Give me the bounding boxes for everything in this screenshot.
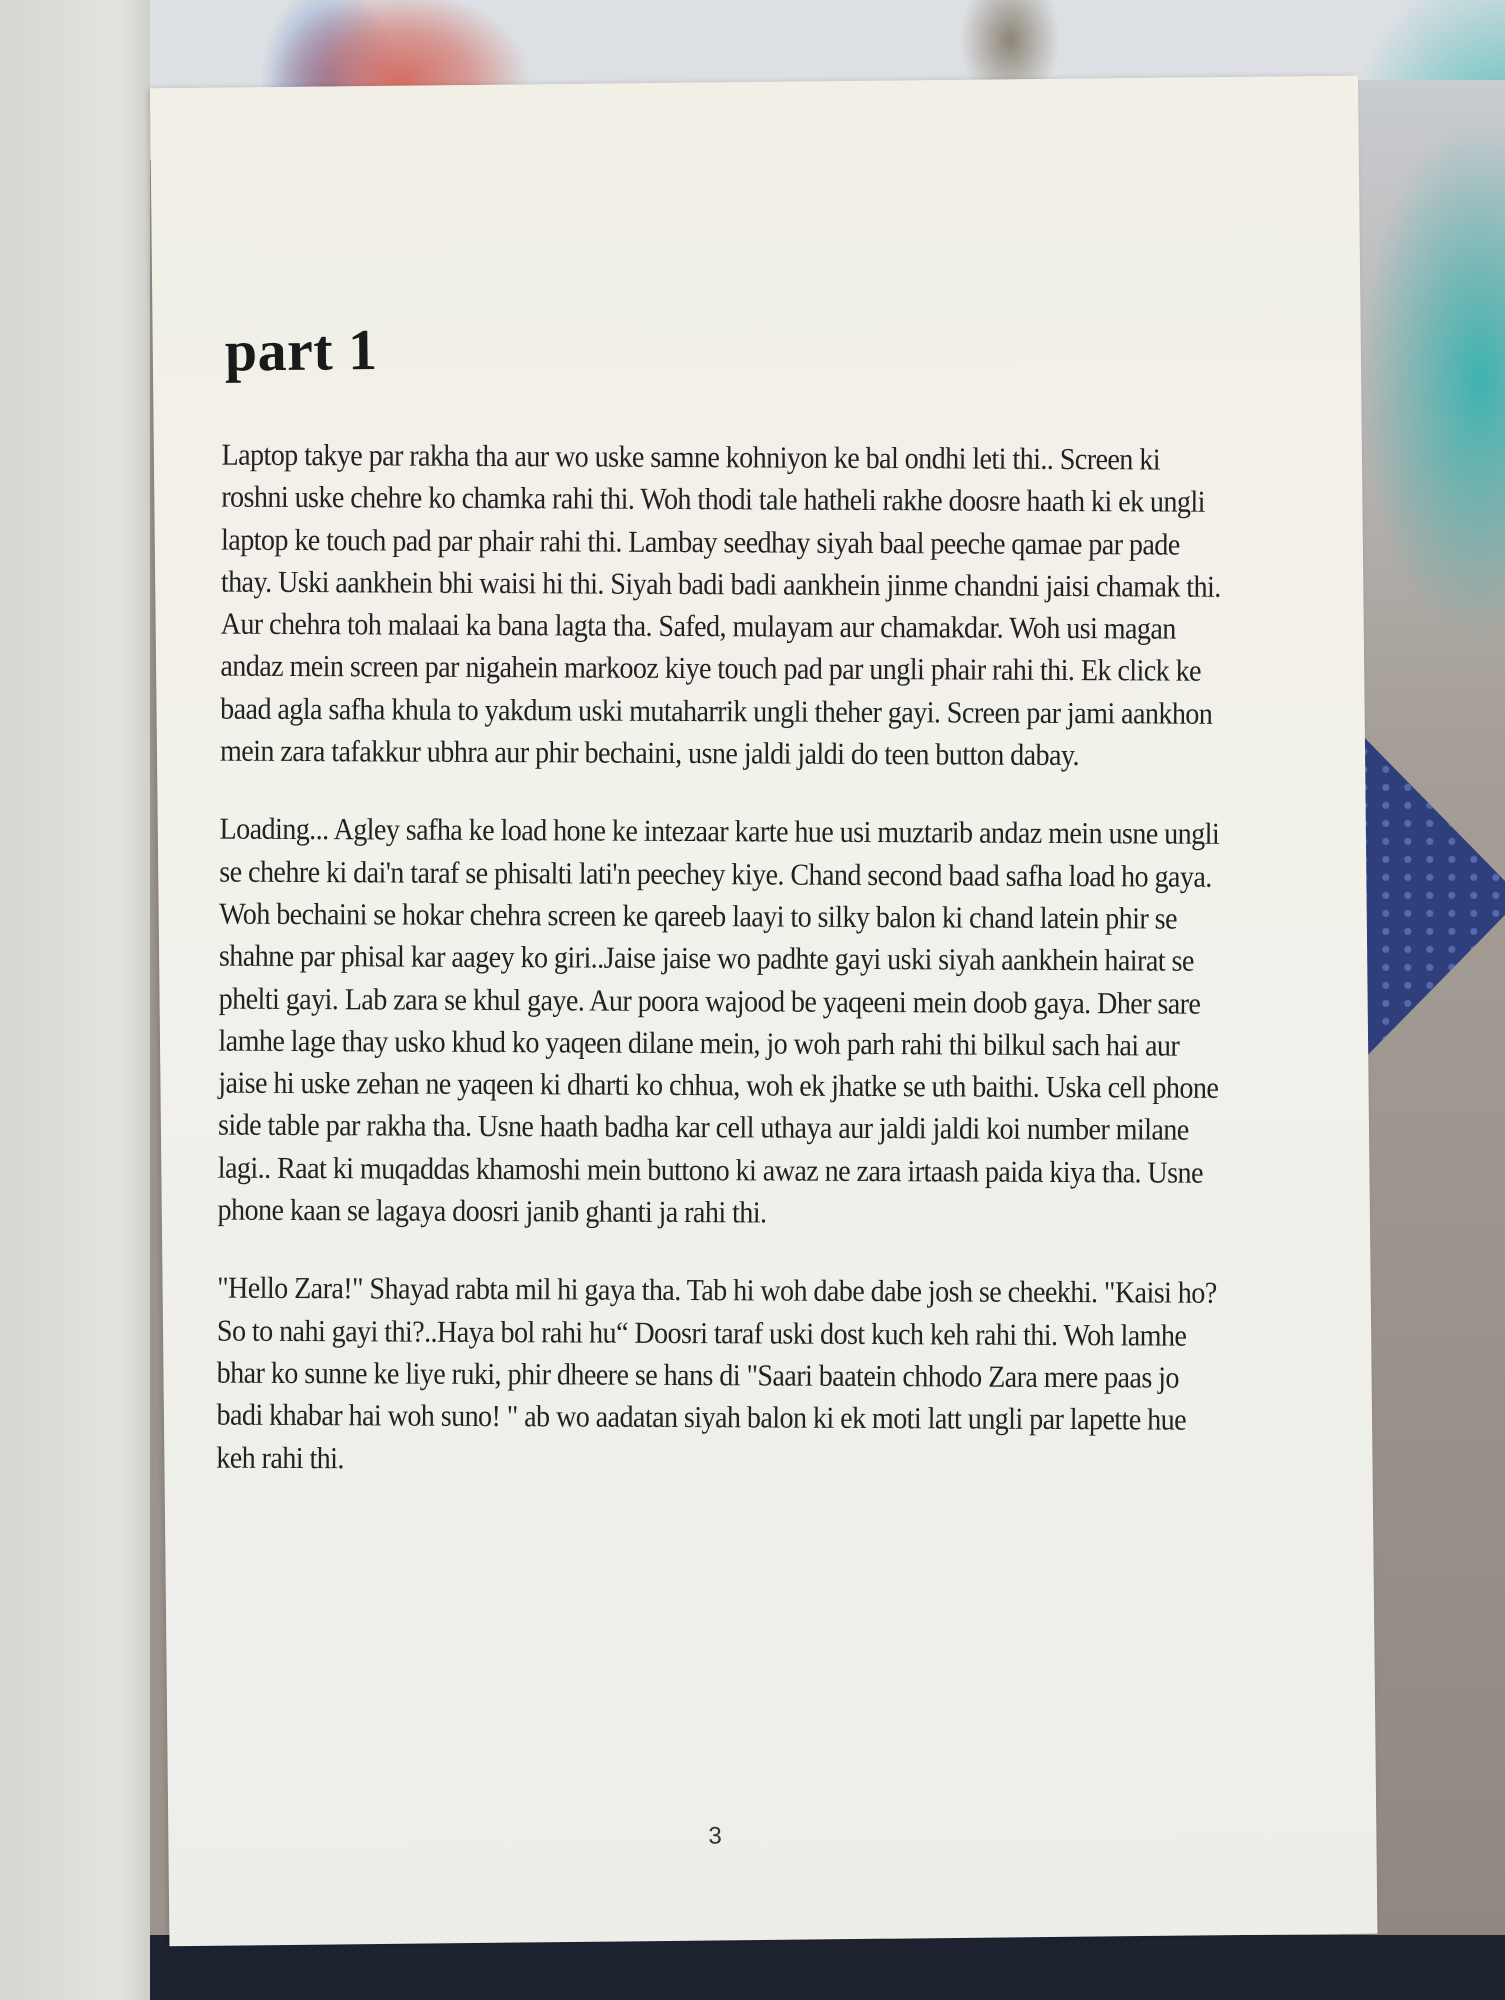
facing-page-edge <box>0 0 150 2000</box>
page-number: 3 <box>708 1822 722 1850</box>
page-body-text <box>216 434 1222 1520</box>
paragraph-2: Loading... Agley safha ke load hone ke intezaar karte hue usi muztarib andaz mein usne ungli se chehre ki dai'n taraf se phisalti lati'n peechey kiye. Chand second baad safha load ho gaya. Woh bechaini se hokar chehra screen ke qareeb laayi to silky balon ki chand latein phir se shahne par phisal kar aagey ko giri..Jaise jaise wo padhte gayi uski siyah aankhein hairat se phelti gayi. Lab zara se khul gaye. Aur poora wajood be yaqeeni mein doob gaya. Dher sare lamhe lage thay usko khud ko yaqeen dilane mein, jo woh parh rahi thi bilkul sach hai aur jaise hi uske zehan ne yaqeen ki dharti ko chhua, woh ek jhatke se uth baithi. Uska cell phone side table par rakha tha. Usne haath badha kar cell uthaya aur jaldi jaldi koi number milane lagi.. Raat ki muqaddas khamoshi mein buttono ki awaz ne zara irtaash paida kiya tha. Usne phone kaan se lagaya doosri janib ghanti ja rahi thi. <box>217 811 1220 1230</box>
chapter-title: part 1 <box>224 316 378 384</box>
paragraph-1: Laptop takye par rakha tha aur wo uske samne kohniyon ke bal ondhi leti thi.. Screen ki roshni uske chehre ko chamka rahi thi. Woh thodi tale hatheli rakhe doosre haath ki ek ungli laptop ke touch pad par phair rahi thi. Lambay seedhay siyah baal peeche qamae par pade thay. Uski aankhein bhi waisi hi thi. Siyah badi badi aankhein jinme chandni jaisi chamak thi. Aur chehra toh malaai ka bana lagta tha. Safed, mulayam aur chamakdar. Woh usi magan andaz mein screen par nigahein markooz kiye touch pad par ungli phair rahi thi. Ek click ke baad agla safha khula to yakdum uski mutaharrik ungli theher gayi. Screen par jami aankhon mein zara tafakkur ubhra aur phir bechaini, usne jaldi jaldi do teen button dabay. <box>219 437 1221 773</box>
background-dark-fabric <box>150 1935 1505 2000</box>
paragraph-3: "Hello Zara!" Shayad rabta mil hi gaya tha. Tab hi woh dabe dabe josh se cheekhi. "Kaisi ho? So to nahi gayi thi?..Haya bol rahi hu“ Doosri taraf uski dost kuch keh rahi thi. Woh lamhe bhar ko sunne ke liye ruki, phir dheere se hans di "Saari baatein chhodo Zara mere paas jo badi khabar hai woh suno! " ab wo aadatan siyah balon ki ek moti latt ungli par lapette hue keh rahi thi. <box>216 1270 1217 1475</box>
book-page <box>150 76 1377 1947</box>
